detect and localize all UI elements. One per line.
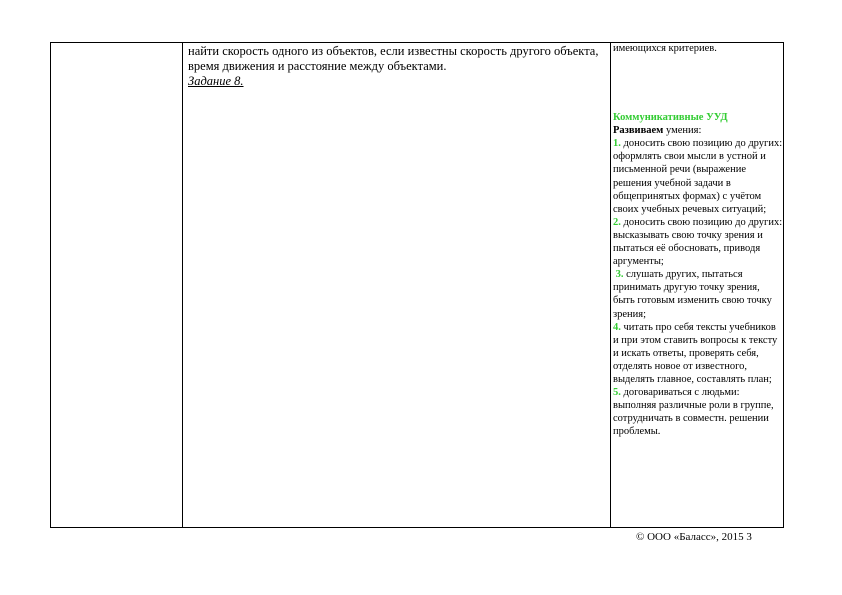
skills-intro <box>613 124 783 137</box>
task-description-cell <box>188 44 604 89</box>
skill-number: 4. <box>613 321 621 333</box>
table-border-left <box>50 42 51 528</box>
table-divider-1 <box>182 42 183 528</box>
table-divider-2 <box>610 42 611 528</box>
skill-item-3 <box>613 268 783 320</box>
skill-number: 5. <box>613 387 621 399</box>
table-border-right <box>783 42 784 528</box>
task-description: найти скорость одного из объектов, если известны скорость другого объекта, время движения и расстояние между объектами. <box>188 44 599 73</box>
uud-cell <box>613 42 783 438</box>
criteria-text: имеющихся критериев. <box>613 43 717 54</box>
skills-intro-rest: умения: <box>663 125 702 137</box>
communicative-heading: Коммуникативные УУД <box>613 112 728 124</box>
lesson-table <box>50 42 784 528</box>
page-footer: © ООО «Баласс», 2015 3 <box>636 531 752 543</box>
skill-item-2 <box>613 216 783 268</box>
skill-item-4 <box>613 321 783 386</box>
skill-number: 3. <box>615 269 624 281</box>
skill-item-1 <box>613 137 783 216</box>
skill-number: 1. <box>613 138 621 150</box>
skill-number: 2. <box>613 216 621 228</box>
skill-text: доносить свою позицию до других: высказывать свою точку зрения и пытаться её обосновать, приводя аргументы; <box>613 216 783 268</box>
skill-text: договариваться с людьми: выполняя различные роли в группе, сотрудничать в совместн. решении проблемы. <box>613 387 774 438</box>
skill-item-5 <box>613 386 783 438</box>
skill-text: слушать других, пытаться принимать другую точку зрения, быть готовым изменить свою точку зрения; <box>613 269 772 320</box>
skill-text: доносить свою позицию до других: оформлять свои мысли в устной и письменной речи (выражение решения учебной задачи в общепринятых формах) с учётом своих учебных речевых ситуаций; <box>613 138 783 215</box>
skill-text: читать про себя тексты учебников и при этом ставить вопросы к тексту и искать ответы, проверять себя, отделять новое от известного, выделять главное, составлять план; <box>613 321 778 385</box>
task-link: Задание 8. <box>188 74 244 88</box>
table-border-bottom <box>50 527 784 528</box>
skills-intro-bold: Развиваем <box>613 125 664 137</box>
